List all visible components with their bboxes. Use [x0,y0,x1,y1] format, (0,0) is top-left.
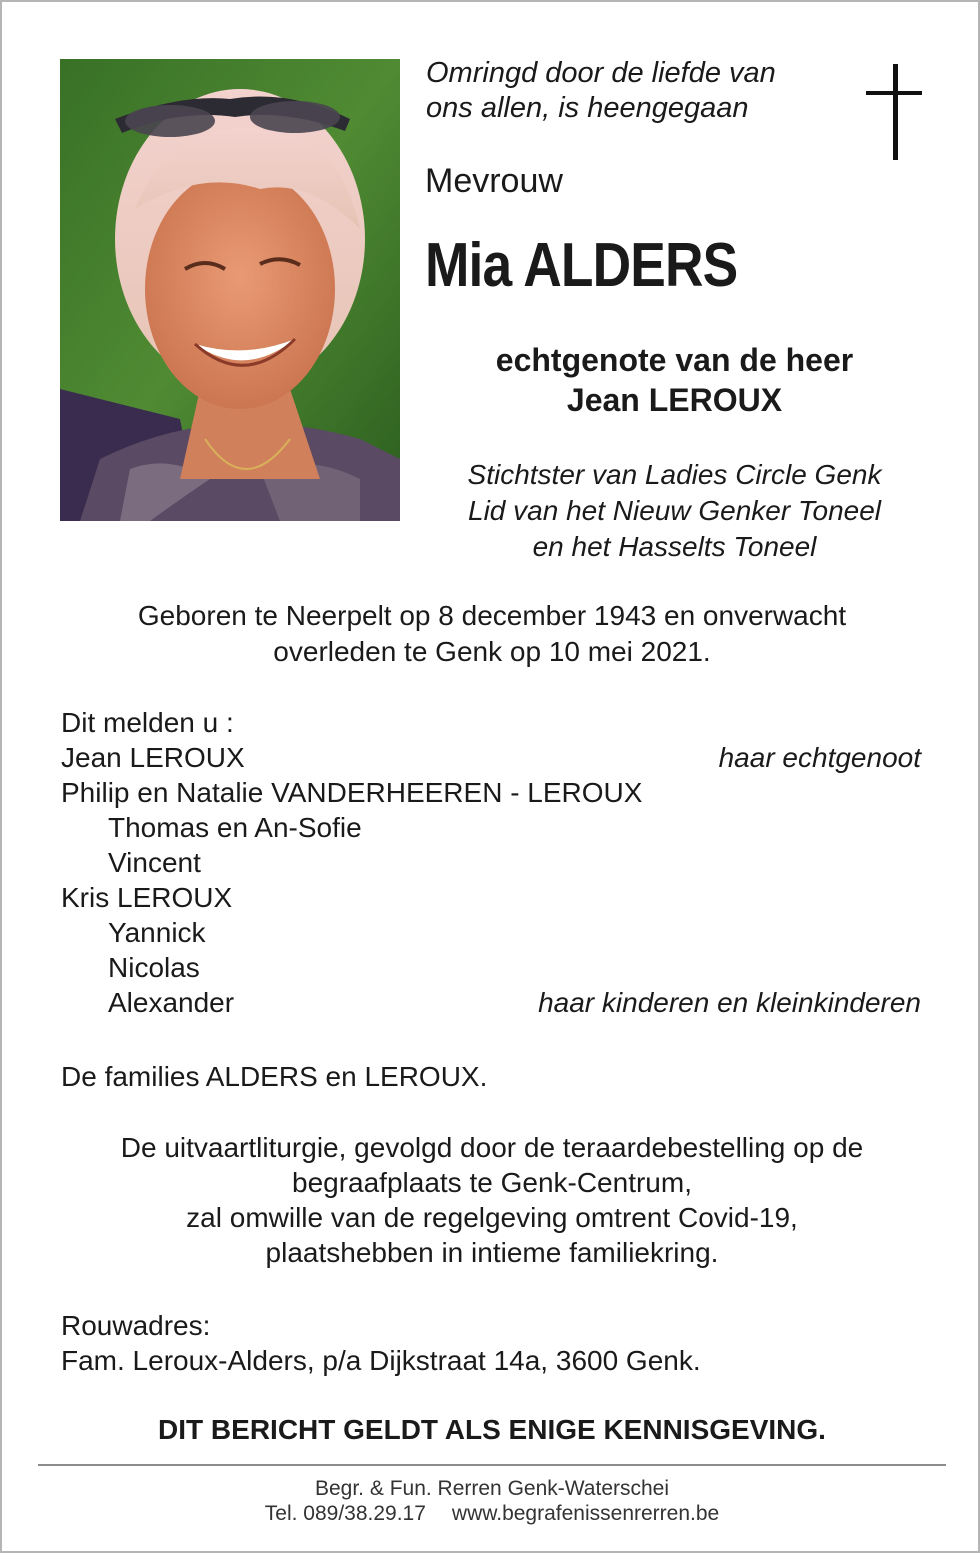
announcer-name: Yannick [108,917,206,948]
born-line-2: overleden te Genk op 10 mei 2021. [273,636,711,667]
intro-line-2: ons allen, is heengegaan [426,92,749,124]
portrait-photo [60,59,400,521]
notice-text: DIT BERICHT GELDT ALS ENIGE KENNISGEVING. [158,1414,826,1445]
funeral-line: De uitvaartliturgie, gevolgd door de teraardebestelling op de [120,1132,864,1163]
divider [38,1464,946,1466]
list-item [61,950,921,985]
spouse-block [422,340,927,420]
spouse-line-1: echtgenote van de heer [495,342,854,378]
funeral-text [32,1130,952,1270]
announcer-relation: haar echtgenoot [718,742,921,773]
announcer-name: Thomas en An-Sofie [108,812,362,843]
list-item [61,985,921,1020]
announcer-name: Nicolas [108,952,200,983]
phone-number: Tel. 089/38.29.17 [264,1502,426,1525]
intro-text [426,56,846,126]
list-item [61,845,921,880]
contact-line [32,1501,952,1526]
birth-death-text [32,598,952,670]
honorific: Mevrouw [425,162,563,200]
footer [32,1476,952,1526]
announcer-relation: haar kinderen en kleinkinderen [538,987,921,1018]
address-label: Rouwadres: [61,1310,211,1341]
list-item [61,740,921,775]
announcer-name: Jean LEROUX [61,742,245,773]
announcer-name: Alexander [108,987,235,1018]
announcers-intro: Dit melden u : [61,707,234,738]
born-line-1: Geboren te Neerpelt op 8 december 1943 en onverwacht [137,600,847,631]
announcer-name: Kris LEROUX [61,882,233,913]
list-item [61,880,921,915]
funeral-line: begraafplaats te Genk-Centrum, [292,1167,692,1198]
spouse-line-2: Jean LEROUX [566,382,783,418]
deceased-name: Mia ALDERS [425,231,738,300]
announcer-name: Vincent [108,847,201,878]
announcers-list [61,705,921,1020]
role-line: en het Hasselts Toneel [532,531,817,562]
cross-icon [864,64,924,160]
list-item [61,810,921,845]
list-item [61,775,921,810]
announcer-name: Philip en Natalie VANDERHEEREN - LEROUX [61,777,643,808]
funeral-home-name: Begr. & Fun. Rerren Genk-Waterschei [314,1477,670,1500]
address-value: Fam. Leroux-Alders, p/a Dijkstraat 14a, 3600 Genk. [61,1345,701,1376]
intro-line-1: Omringd door de liefde van [426,57,776,89]
roles-block [422,457,927,565]
role-line: Stichtster van Ladies Circle Genk [467,459,882,490]
mourning-address [61,1308,701,1378]
portrait-photo-image [60,59,400,521]
website-link[interactable]: www.begrafenissenrerren.be [451,1502,720,1525]
list-item [61,915,921,950]
funeral-line: plaatshebben in intieme familiekring. [265,1237,719,1268]
funeral-line: zal omwille van de regelgeving omtrent Covid-19, [186,1202,798,1233]
role-line: Lid van het Nieuw Genker Toneel [468,495,881,526]
families-text: De families ALDERS en LEROUX. [61,1061,488,1092]
